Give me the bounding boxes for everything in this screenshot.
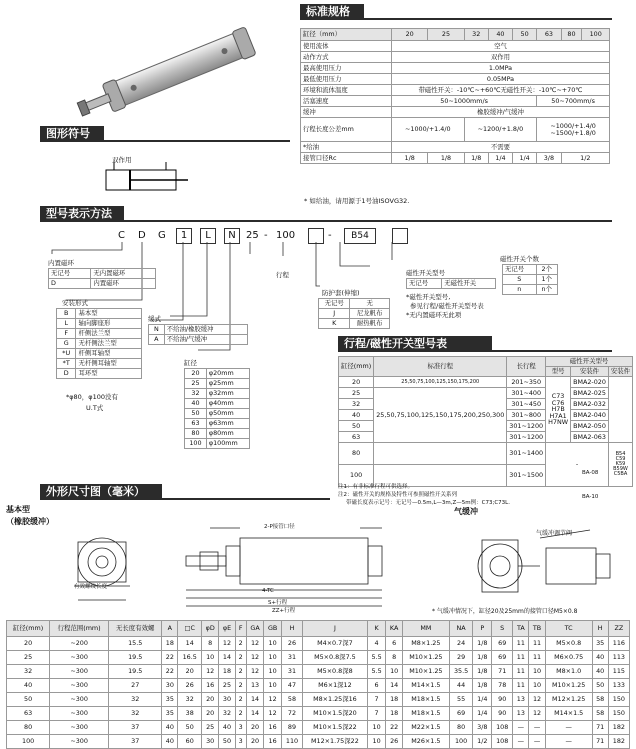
dims-cell: 11 <box>529 651 545 665</box>
dims-cell: 20 <box>7 637 50 651</box>
double-acting-symbol <box>100 162 190 198</box>
dims-cell: 113 <box>608 651 629 665</box>
dims-cell: M10×1.5深22 <box>303 721 368 735</box>
dims-cell: ~200 <box>50 637 109 651</box>
dimension-drawings <box>30 520 620 618</box>
dims-cell: M6×1深12 <box>303 679 368 693</box>
dims-cell: 16.5 <box>178 651 202 665</box>
dims-header-cell: P <box>473 621 492 637</box>
dims-cell: 10 <box>529 665 545 679</box>
boot-title: 防护套(伸缩) <box>322 289 360 297</box>
symbol-label: 双作用 <box>112 156 132 164</box>
dims-cell: 11 <box>513 637 529 651</box>
dims-cell: 10 <box>386 665 403 679</box>
dims-cell: 3 <box>235 735 246 749</box>
dims-cell: 35 <box>592 637 608 651</box>
dims-cell: 18 <box>386 693 403 707</box>
dims-note: * 气缓冲情况下，缸径20及25mm的接管口径M5×0.8 <box>432 608 578 615</box>
dims-cell: 12 <box>529 693 545 707</box>
dims-cell: M14×1.5 <box>545 707 592 721</box>
dims-cell: 25 <box>219 679 235 693</box>
stroke-switch-header: 行程/磁性开关型号表 <box>338 336 492 351</box>
dims-cell: M12×1.75深22 <box>303 735 368 749</box>
dims-cell: 1/4 <box>473 707 492 721</box>
dims-cell: 8 <box>386 651 403 665</box>
boot-table: 无记号 无 J 尼龙帆布 K 耐热帆布 <box>318 298 390 329</box>
dims-cell: ~300 <box>50 651 109 665</box>
mount-title: 安装形式 <box>62 299 88 307</box>
dims-cell: 63 <box>7 707 50 721</box>
dims-header-cell: S <box>492 621 513 637</box>
dims-cell: 27 <box>109 679 162 693</box>
dims-cell: 12 <box>246 651 264 665</box>
dims-cell: 58 <box>281 693 302 707</box>
dims-cell: 71 <box>592 735 608 749</box>
dims-cell: 30 <box>219 693 235 707</box>
dims-cell: 7 <box>367 693 386 707</box>
dims-cell: 115 <box>608 665 629 679</box>
dims-cell: 10 <box>529 679 545 693</box>
dims-cell: 30 <box>162 679 178 693</box>
dims-cell: 40 <box>162 721 178 735</box>
dims-cell: 1/8 <box>473 665 492 679</box>
dims-cell: 50 <box>178 721 202 735</box>
dims-cell: 2 <box>235 637 246 651</box>
model-header: 型号表示方法 <box>40 206 124 221</box>
dims-cell: 14 <box>246 707 264 721</box>
dims-cell: 4 <box>367 637 386 651</box>
dims-cell: 1/8 <box>473 679 492 693</box>
dims-cell: 90 <box>492 707 513 721</box>
dims-cell: 50 <box>592 679 608 693</box>
dims-cell: 69 <box>492 637 513 651</box>
dims-row <box>7 651 630 665</box>
dims-cell: 40 <box>592 665 608 679</box>
dims-header-cell: NA <box>449 621 473 637</box>
symbol-header: 图形符号 <box>40 126 104 141</box>
dims-cell: 71 <box>492 665 513 679</box>
dims-cell: 150 <box>608 693 629 707</box>
dims-cell: 1/4 <box>473 693 492 707</box>
dims-cell: 47 <box>281 679 302 693</box>
dims-cell: M8×1.25深16 <box>303 693 368 707</box>
dims-cell: 20 <box>246 721 264 735</box>
bore-table: 20 φ20mm 25 φ25mm 32 φ32mm 40 φ40mm 50 φ50mm 63 φ63mm 80 φ80mm 100 φ100mm <box>184 368 250 449</box>
dims-cell: M18×1.5 <box>402 707 449 721</box>
dims-header-cell: F <box>235 621 246 637</box>
dims-cell: ~300 <box>50 693 109 707</box>
cushion-table: N 不给油/橡胶缓冲 A 不给油/气缓冲 <box>148 324 248 345</box>
dims-cell: 2 <box>235 707 246 721</box>
dims-cell: 2 <box>235 693 246 707</box>
dims-cell: 13 <box>513 707 529 721</box>
dimensions-table <box>6 620 630 749</box>
dims-cell: 50 <box>219 735 235 749</box>
dims-cell: 69 <box>449 707 473 721</box>
dims-cell: ~300 <box>50 721 109 735</box>
dims-cell: 19.5 <box>109 651 162 665</box>
dims-cell: ~300 <box>50 735 109 749</box>
dims-cell: 72 <box>281 707 302 721</box>
dims-header-cell: KA <box>386 621 403 637</box>
dims-cell: 20 <box>178 665 202 679</box>
dims-cell: 31 <box>281 665 302 679</box>
dims-row <box>7 735 630 749</box>
dims-cell: 14 <box>386 679 403 693</box>
code-bore: 25 <box>246 230 259 241</box>
dims-cell: 58 <box>592 693 608 707</box>
dims-cell: 20 <box>202 693 219 707</box>
dims-cell: 1/2 <box>473 735 492 749</box>
dims-header-cell: A <box>162 621 178 637</box>
dims-cell: 15.5 <box>109 637 162 651</box>
switch-table: 无记号 无磁性开关 <box>406 278 496 289</box>
dims-cell: M8×1.0 <box>545 665 592 679</box>
dims-cell: 6 <box>367 679 386 693</box>
dims-cell: 10 <box>264 679 282 693</box>
mount-table: B 基本型 L 轴向脚座形 F 杆侧法兰型 G 无杆侧法兰型 *U 杆侧耳轴型 *T 无杆侧耳轴型 D 耳环型 <box>56 308 142 379</box>
dims-cell: 25 <box>7 651 50 665</box>
dims-cell: 12 <box>264 707 282 721</box>
basic-label: 基本型 <box>6 505 30 514</box>
magnet-table: 无记号 无内置磁环 D 内置磁环 <box>48 268 156 289</box>
dims-cell: M10×1.25 <box>402 651 449 665</box>
dims-cell: 18 <box>162 637 178 651</box>
dims-cell: 60 <box>178 735 202 749</box>
dims-cell: 20 <box>202 707 219 721</box>
dims-row <box>7 665 630 679</box>
dims-cell: 10 <box>367 721 386 735</box>
dims-cell: 2 <box>235 679 246 693</box>
dims-header-cell: TC <box>545 621 592 637</box>
dims-header-cell: □C <box>178 621 202 637</box>
dims-cell: 50 <box>7 693 50 707</box>
dims-row <box>7 693 630 707</box>
dims-header-cell: GA <box>246 621 264 637</box>
dims-cell: 71 <box>592 721 608 735</box>
dims-cell: 13 <box>246 679 264 693</box>
dims-cell: 14 <box>178 637 202 651</box>
dims-header-cell: TB <box>529 621 545 637</box>
dims-cell: 32 <box>178 693 202 707</box>
bore-title: 缸径 <box>184 359 197 367</box>
code-box-N: N <box>224 228 240 244</box>
dims-cell: 32 <box>7 665 50 679</box>
dims-cell: 10 <box>264 665 282 679</box>
dims-row <box>7 679 630 693</box>
dims-cell: 18 <box>386 707 403 721</box>
dims-cell: 108 <box>492 735 513 749</box>
dims-cell: 12 <box>246 665 264 679</box>
dims-cell: 182 <box>608 721 629 735</box>
dims-cell: M10×1.5深20 <box>303 707 368 721</box>
code-box-1: 1 <box>176 228 192 244</box>
dims-cell: 1/8 <box>473 637 492 651</box>
dims-cell: — <box>545 735 592 749</box>
dims-cell: 22 <box>162 651 178 665</box>
dims-cell: 37 <box>109 721 162 735</box>
dims-cell: 69 <box>492 651 513 665</box>
dims-cell: 14 <box>246 693 264 707</box>
dims-cell: 182 <box>608 735 629 749</box>
dims-cell: 24 <box>449 637 473 651</box>
dims-cell: 108 <box>492 721 513 735</box>
dims-cell: 3 <box>235 721 246 735</box>
dims-row <box>7 707 630 721</box>
dims-cell: 22 <box>162 665 178 679</box>
dims-cell: 20 <box>246 735 264 749</box>
dims-cell: 5.5 <box>367 651 386 665</box>
spec-header: 标准规格 <box>300 4 364 19</box>
dims-cell: 35 <box>162 707 178 721</box>
dims-header-cell: ZZ <box>608 621 629 637</box>
code-switch: B54 <box>344 228 376 244</box>
dims-cell: 80 <box>449 721 473 735</box>
dims-cell: 22 <box>386 721 403 735</box>
dims-cell: 44 <box>449 679 473 693</box>
dims-cell: 80 <box>7 721 50 735</box>
dims-cell: 37 <box>109 735 162 749</box>
dims-cell: 35.5 <box>449 665 473 679</box>
dims-cell: 90 <box>492 693 513 707</box>
dims-cell: 6 <box>386 637 403 651</box>
cushion-title: 缓式 <box>148 315 161 323</box>
count-title: 磁性开关个数 <box>500 255 539 263</box>
dims-header-cell: H <box>281 621 302 637</box>
dims-cell: 150 <box>608 707 629 721</box>
dims-cell: 55 <box>449 693 473 707</box>
dims-cell: 13 <box>513 693 529 707</box>
dims-cell: 12 <box>529 707 545 721</box>
dims-cell: M4×0.7深7 <box>303 637 368 651</box>
dims-cell: 8 <box>202 637 219 651</box>
dims-header-cell: 缸径(mm) <box>7 621 50 637</box>
dims-cell: 58 <box>592 707 608 721</box>
dims-cell: 116 <box>608 637 629 651</box>
dims-cell: M5×0.8深8 <box>303 665 368 679</box>
dims-cell: M8×1.25 <box>402 637 449 651</box>
dims-cell: 12 <box>202 665 219 679</box>
dims-cell: 32 <box>109 707 162 721</box>
dims-header-cell: J <box>303 621 368 637</box>
dims-header-cell: MM <box>402 621 449 637</box>
dims-cell: 11 <box>529 637 545 651</box>
dims-cell: 89 <box>281 721 302 735</box>
dims-cell: 14 <box>219 651 235 665</box>
dims-header-cell: 行程范围(mm) <box>50 621 109 637</box>
dims-cell: — <box>545 721 592 735</box>
dims-header: 外形尺寸图（毫米） <box>40 484 162 499</box>
dims-cell: 3/8 <box>473 721 492 735</box>
dims-cell: 100 <box>7 735 50 749</box>
dims-cell: M10×1.25 <box>545 679 592 693</box>
dims-cell: M5×0.8 <box>545 637 592 651</box>
dims-cell: 1/8 <box>473 651 492 665</box>
dims-cell: 32 <box>109 693 162 707</box>
dims-cell: 18 <box>219 665 235 679</box>
code-stroke: 100 <box>276 230 296 241</box>
stroke-switch-table: 缸径(mm) 标准行程 长行程 磁性开关型号 型号 安装件 安装件 20 25,50,75,100,125,150,175,200 201~350 C73 C76 H7B H7A1 H7NW BMA2-020 25 25,50,75,100,125,150,175,200,250,300 301~400 BMA2-025 32 301~450 BMA2-032 40 301~800 BMA2-040 50 301~1200 BMA2-050 63 301~1200 BMA2-063 80 301~1400 - B54 C59 K59 B59W C5BA 100 301~1500 <box>338 356 633 487</box>
dims-cell: 11 <box>513 651 529 665</box>
dims-cell: 16 <box>202 679 219 693</box>
dims-cell: 40 <box>592 651 608 665</box>
dims-cell: 38 <box>178 707 202 721</box>
dims-cell: ~300 <box>50 665 109 679</box>
dims-cell: — <box>513 721 529 735</box>
dims-header-cell: φE <box>219 621 235 637</box>
switch-title: 磁性开关型号 <box>406 269 445 277</box>
dims-cell: 26 <box>281 637 302 651</box>
dims-cell: 10 <box>202 651 219 665</box>
dims-cell: 110 <box>281 735 302 749</box>
dims-cell: 10 <box>264 651 282 665</box>
dims-cell: 11 <box>513 665 529 679</box>
dims-cell: 2 <box>235 665 246 679</box>
dims-cell: — <box>529 735 545 749</box>
dims-cell: 100 <box>449 735 473 749</box>
dims-header-cell: GB <box>264 621 282 637</box>
dims-cell: — <box>513 735 529 749</box>
dims-header-cell: φD <box>202 621 219 637</box>
dims-cell: M18×1.5 <box>402 693 449 707</box>
dims-cell: 30 <box>202 735 219 749</box>
dims-cell: 29 <box>449 651 473 665</box>
dims-cell: 40 <box>219 721 235 735</box>
dims-cell: ~300 <box>50 679 109 693</box>
dims-cell: 10 <box>264 637 282 651</box>
cylinder-product-image <box>70 20 280 120</box>
dims-cell: 26 <box>386 735 403 749</box>
dims-cell: 16 <box>264 721 282 735</box>
dims-header-cell: 无长度有效螺 <box>109 621 162 637</box>
dims-cell: 11 <box>513 679 529 693</box>
spec-note: * 如给油，请用源于1号油ISOVG32. <box>304 197 410 205</box>
dims-cell: M22×1.5 <box>402 721 449 735</box>
dims-row <box>7 637 630 651</box>
air-cushion-label: 气缓冲 <box>454 507 478 516</box>
code-box-L: L <box>200 228 216 244</box>
dims-cell: — <box>529 721 545 735</box>
dims-cell: 25 <box>202 721 219 735</box>
dims-cell: 12 <box>219 637 235 651</box>
dims-cell: 10 <box>367 735 386 749</box>
dims-header-cell: K <box>367 621 386 637</box>
dims-cell: M14×1.5 <box>402 679 449 693</box>
stroke-title: 行程 <box>276 271 289 279</box>
dims-cell: M26×1.5 <box>402 735 449 749</box>
dims-cell: 78 <box>492 679 513 693</box>
dims-cell: M12×1.25 <box>545 693 592 707</box>
dims-cell: 2 <box>235 651 246 665</box>
dims-cell: ~300 <box>50 707 109 721</box>
dims-cell: 133 <box>608 679 629 693</box>
dims-cell: 40 <box>162 735 178 749</box>
dims-cell: 32 <box>219 707 235 721</box>
dims-cell: 12 <box>264 693 282 707</box>
spec-table: 缸径（mm） 20 25 32 40 50 63 80 100 使用流体 空气 动作方式 双作用 最高使用压力 1.0MPa 最低使用压力 0.05MPa 环境和流体温度 带磁性开关：-10℃~+60℃无磁性开关：-10℃~+70℃ 活塞速度 50~1000mm/s 50~700mm/s 缓冲 橡胶缓冲/气缓冲 行程长度公差mm ~1000/+1.4/0 ~1200/+1.8/0 ~1000/+1.4/0 ~1500/+1.8/0 *给油 不需要 接管口径Rc 1/8 1/8 1/8 1/4 1/4 3/8 1/2 <box>300 28 610 164</box>
dims-cell: 19.5 <box>109 665 162 679</box>
dims-cell: 40 <box>7 679 50 693</box>
dims-cell: 16 <box>264 735 282 749</box>
dims-cell: M6×0.75 <box>545 651 592 665</box>
dims-cell: 31 <box>281 651 302 665</box>
magnet-title: 内置磁环 <box>48 259 74 267</box>
dims-row <box>7 721 630 735</box>
dims-cell: 35 <box>162 693 178 707</box>
dims-cell: 26 <box>178 679 202 693</box>
dims-header-cell: H <box>592 621 608 637</box>
dims-header-cell: TA <box>513 621 529 637</box>
dims-cell: 12 <box>246 637 264 651</box>
dims-cell: M5×0.8深7.5 <box>303 651 368 665</box>
count-table: 无记号 2个 S 1个 n n个 <box>502 264 558 295</box>
dims-cell: 5.5 <box>367 665 386 679</box>
dims-cell: M10×1.25 <box>402 665 449 679</box>
dims-cell: 7 <box>367 707 386 721</box>
